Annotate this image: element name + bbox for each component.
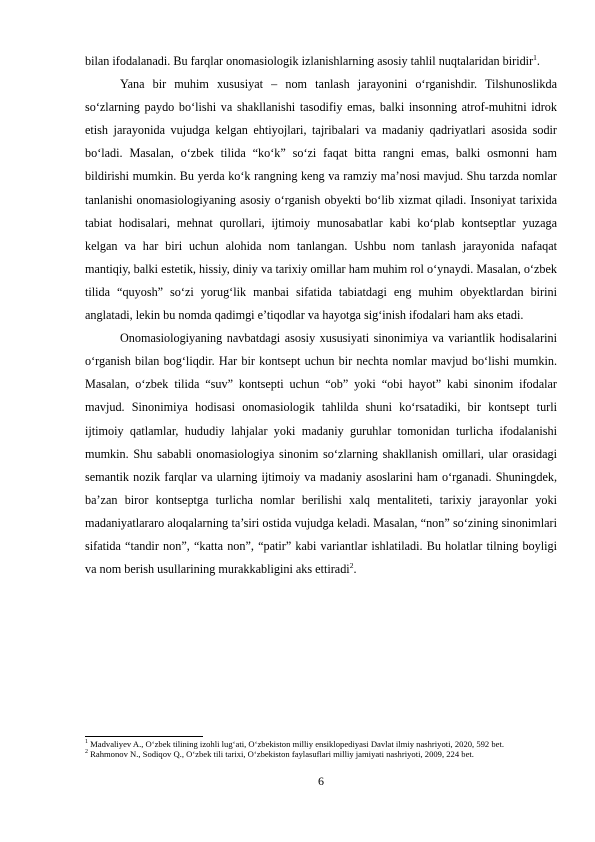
page-body	[85, 50, 557, 581]
footnote-2-text: Rahmonov N., Sodiqov Q., O‘zbek tili tarixi, O‘zbekiston faylasuflari milliy jamiyati nashriyoti, 2009, 224 bet.	[88, 749, 474, 760]
footnote-ref-2[interactable]: 2	[349, 561, 354, 570]
paragraph-1-text: bilan ifodalanadi. Bu farqlar onomasiologik izlanishlarning asosiy tahlil nuqtalaridan biridir	[85, 54, 534, 68]
footnote-2	[85, 749, 557, 759]
paragraph-3-text: Onomasiologiyaning navbatdagi asosiy xususiyati sinonimiya va variantlik hodisalarini o‘rganish bilan bog‘liqdir. Har bir kontsept uchun bir nechta nomlar mavjud bo‘lishi mumkin. Masalan, o‘zbek tilida “suv” kontsepti uchun “ob” yoki “obi hayot” kabi sinonim ifodalar mavjud. Sinonimiya hodisasi onomasiologik tahlilda shuni ko‘rsatadiki, bir kontsept turli ijtimoiy qatlamlar, hududiy lahjalar yoki madaniy guruhlar tomonidan turlicha ifodalanishi mumkin. Shu sababli onomasiologiya sinonim so‘zlarning shakllanish omillari, ular orasidagi semantik nozik farqlar va ularning ijtimoiy va madaniy asoslarini ham o‘rganadi. Shuningdek, ba’zan biror kontseptga turlicha nomlar berilishi xalq mentaliteti, tarixiy jarayonlar yoki madaniyatlararo aloqalarning ta’siri ostida vujudga keladi. Masalan, “non” so‘zining sinonimlari sifatida “tandir non”, “katta non”, “patir” kabi variantlar ishlatiladi. Bu holatlar tilning boyligi va nom berish usullarining murakkabligini aks ettiradi	[85, 331, 557, 577]
paragraph-3	[85, 327, 557, 581]
footnote-separator	[85, 736, 203, 737]
footnote-2-marker: 2	[85, 749, 88, 756]
paragraph-1-end: .	[536, 54, 540, 68]
page-number: 6	[318, 774, 324, 788]
footnote-1-text: Madvaliyev A., O‘zbek tilining izohli lug‘ati, O‘zbekiston milliy ensiklopediyasi Davlat ilmiy nashriyoti, 2020, 592 bet.	[88, 739, 505, 749]
footnote-1-marker: 1	[85, 739, 88, 746]
footnotes	[85, 739, 557, 760]
paragraph-3-end: .	[353, 562, 357, 577]
paragraph-2-text: Yana bir muhim xususiyat – nom tanlash jarayonini o‘rganishdir. Tilshunoslikda so‘zlarning paydo bo‘lishi va shakllanishi tasodifiy emas, balki insonning atrof-muhitni idrok etish jarayonida vujudga kelgan ehtiyojlari, tajribalari va madaniy qadriyatlari asosida sodir bo‘ladi. Masalan, o‘zbek tilida “ko‘k” so‘zi faqat bitta rangni emas, balki osmonni ham bildirishi mumkin. Bu yerda ko‘k rangning keng va ramziy ma’nosi mavjud. Shu tarzda nomlar tanlanishi onomasiologiyaning asosiy o‘rganish obyekti bo‘lib xizmat qiladi. Insoniyat tarixida tabiat hodisalari, mehnat qurollari, ijtimoiy munosabatlar kabi ko‘plab kontseptlar yuzaga kelgan va har biri uchun alohida nom tanlangan. Ushbu nom tanlash jarayonida nafaqat mantiqiy, balki estetik, hissiy, diniy va tarixiy omillar ham muhim rol o‘ynaydi. Masalan, o‘zbek tilida “quyosh” so‘zi yorug‘lik manbai sifatida tabiatdagi eng muhim obyektlardan birini anglatadi, lekin bu nomda qadimgi e’tiqodlar va hayotga sig‘inish ifodalari ham aks etadi.	[85, 77, 557, 323]
footnote-ref-1[interactable]: 1	[533, 52, 537, 62]
footnote-1	[85, 739, 557, 749]
paragraph-1	[85, 50, 557, 73]
paragraph-2	[85, 73, 557, 327]
